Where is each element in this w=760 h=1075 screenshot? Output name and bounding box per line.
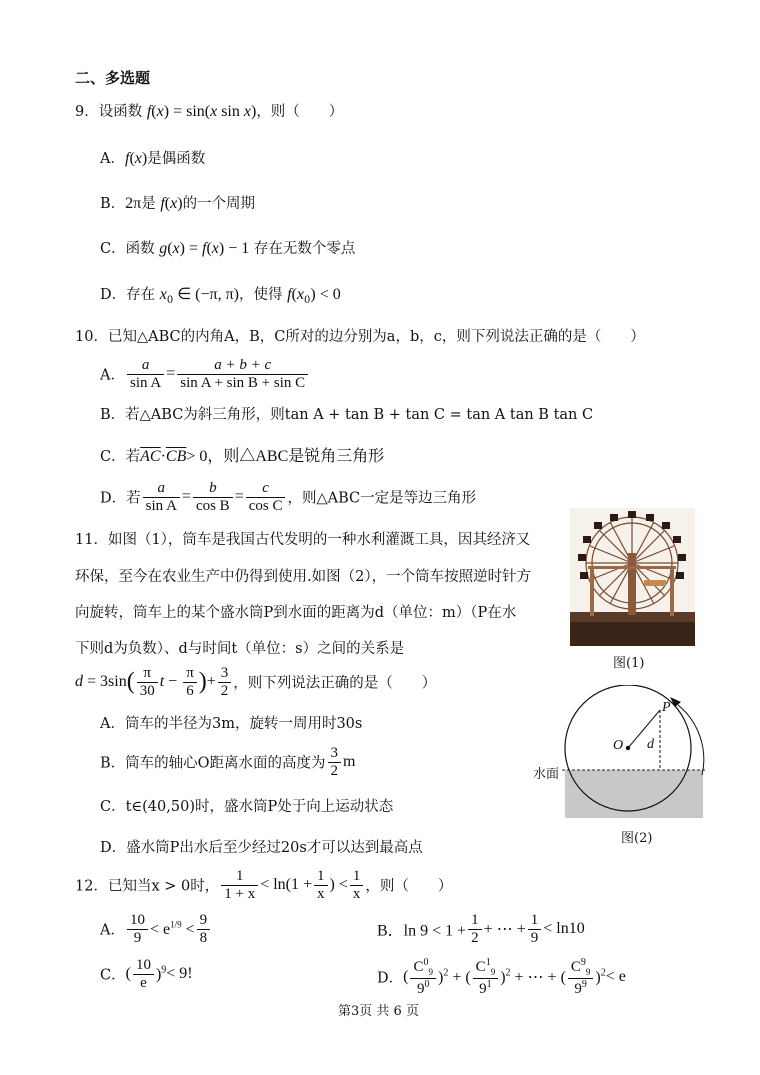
question-12-option-a: A． $\frac{10}{9}$ < $e^{1/9}$ < $\frac{9}{8}$ [100, 912, 212, 946]
question-12-option-c: C．( $\frac{10}{e}$ )$^9$< 9! [100, 957, 193, 991]
question-10-stem: 10．已知△ABC的内角A，B，C所对的边分别为a，b，c，则下列说法正确的是（ ） [75, 329, 645, 345]
water-surface-label: 水面 [533, 767, 560, 782]
question-10-option-b: B．若△ABC为斜三角形，则tan A + tan B + tan C = tan A tan B tan C [100, 407, 594, 423]
figure-2-caption: 图(2) [621, 831, 653, 846]
page-footer: 第3页 共 6 页 [338, 1004, 419, 1019]
question-9-stem: 9．设函数 f(x) = sin(x sin x)，则（ ） [75, 103, 344, 120]
question-11-option-b: B．筒车的轴心O距离水面的高度为 $\frac{3}{2}$ m [100, 745, 356, 779]
question-9-option-a: A．f(x)是偶函数 [100, 150, 206, 167]
question-10-option-d: D．若 $\frac{a}{\text{sin A}}$ = $\frac{b}{\text{cos B}}$ = $\frac{c}{\text{cos C}}$ ，则△ABC一定是等边三角形 [100, 480, 477, 514]
question-12-option-d: D．( $\frac{C^0_9}{9^0}$ )$^2$ + ( $\frac{C^1_9}{9^1}$ )$^2$ + ⋯ + ( $\frac{C^9_9}{9^9}$ )$^2$< e [377, 957, 626, 997]
question-11-line-2: 环保，至今在农业生产中仍得到使用.如图（2），一个筒车按照逆时针方 [75, 569, 532, 585]
figure-1-caption: 图(1) [613, 656, 645, 671]
point-o-label: O [613, 738, 624, 753]
water-wheel-diagram [530, 685, 710, 823]
distance-d-label: d [647, 737, 654, 752]
question-9-option-c: C．函数 g(x) = f(x) − 1 存在无数个零点 [100, 240, 356, 257]
question-10-option-a: A． $\frac{a}{\text{sin A}}$ = $\frac{a + b + c}{\text{sin A + sin B + sin C}}$ [100, 357, 310, 391]
question-11-line-4: 下则d为负数）、d与时间t（单位：s）之间的关系是 [75, 641, 405, 657]
question-12-stem: 12．已知当x > 0时， $\frac{1}{1 + x}$ < ln(1 + $\frac{1}{x}$ ) < $\frac{1}{x}$ ，则（ ） [75, 868, 453, 902]
point-p-label: P [662, 700, 671, 715]
water-wheel-photo [570, 508, 695, 646]
question-11-option-c: C．t∈(40,50)时，盛水筒P处于向上运动状态 [100, 799, 394, 815]
question-11-formula: d = 3sin( $\frac{\pi}{30}$ t − $\frac{\pi}{6}$ )+ $\frac{3}{2}$ ，则下列说法正确的是（ ） [75, 665, 437, 699]
question-11-line-1: 11．如图（1），筒车是我国古代发明的一种水利灌溉工具，因其经济又 [75, 532, 531, 548]
question-10-option-c: C．若$\overline{AC}\cdot\overline{CB}> 0$，则△ABC是锐角三角形 [100, 448, 385, 465]
radius-op [628, 710, 660, 748]
question-11-option-a: A．筒车的半径为3m，旋转一周用时30s [100, 716, 363, 732]
question-11-line-3: 向旋转，筒车上的某个盛水筒P到水面的距离为d（单位：m）（P在水 [75, 605, 517, 621]
question-9-option-b: B．2π是 f(x)的一个周期 [100, 195, 256, 212]
question-11-option-d: D．盛水筒P出水后至少经过20s才可以达到最高点 [100, 840, 423, 856]
section-title: 二、多选题 [75, 69, 151, 87]
question-12-option-b: B．ln 9 < 1 + $\frac{1}{2}$ + ⋯ + $\frac{1}{9}$ < ln10 [377, 912, 585, 946]
question-9-option-d: D．存在 $x_0$ ∈ (−π, π)，使得 $f(x_0) < 0$ [100, 286, 341, 306]
